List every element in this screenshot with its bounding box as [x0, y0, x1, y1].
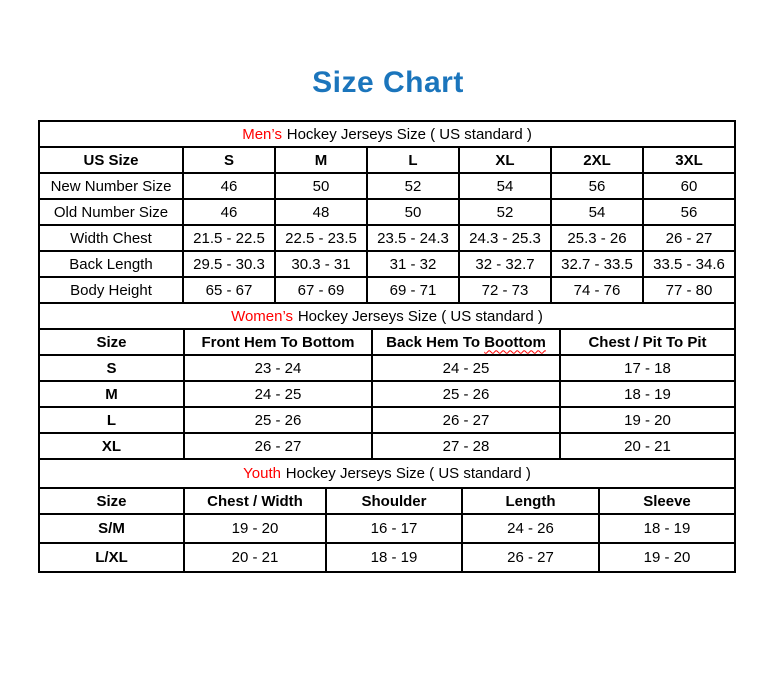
womens-section-title-row — [39, 303, 735, 329]
column-header-m: M — [275, 147, 367, 173]
column-header-xl: XL — [459, 147, 551, 173]
size-value-cell: 19 - 20 — [184, 514, 326, 543]
row-label: New Number Size — [39, 173, 183, 199]
size-value-cell: 46 — [183, 199, 275, 225]
mens-title-highlight: Men’s — [242, 125, 282, 143]
size-value-cell: 22.5 - 23.5 — [275, 225, 367, 251]
column-header-sleeve: Sleeve — [599, 488, 735, 514]
column-header-back-hem — [372, 329, 560, 355]
youth-title-highlight: Youth — [243, 465, 281, 482]
size-value-cell: 29.5 - 30.3 — [183, 251, 275, 277]
size-value-cell: 69 - 71 — [367, 277, 459, 303]
column-header-s: S — [183, 147, 275, 173]
size-value-cell: 52 — [367, 173, 459, 199]
table-row — [39, 225, 735, 251]
mens-size-table — [38, 120, 736, 304]
size-value-cell: 50 — [275, 173, 367, 199]
size-value-cell: 17 - 18 — [560, 355, 735, 381]
row-label: Body Height — [39, 277, 183, 303]
womens-title-highlight: Women’s — [231, 307, 294, 325]
size-value-cell: 24 - 25 — [372, 355, 560, 381]
size-value-cell: 46 — [183, 173, 275, 199]
column-header-3xl: 3XL — [643, 147, 735, 173]
table-row — [39, 199, 735, 225]
size-value-cell: 27 - 28 — [372, 433, 560, 459]
size-value-cell: 48 — [275, 199, 367, 225]
row-label: Width Chest — [39, 225, 183, 251]
womens-header-row — [39, 329, 735, 355]
womens-size-table — [38, 302, 736, 460]
size-value-cell: 52 — [459, 199, 551, 225]
mens-header-row — [39, 147, 735, 173]
column-header-2xl: 2XL — [551, 147, 643, 173]
misspelled-word: Boottom — [484, 333, 546, 351]
table-row — [39, 277, 735, 303]
row-label: XL — [39, 433, 184, 459]
row-label: M — [39, 381, 184, 407]
size-value-cell: 54 — [459, 173, 551, 199]
column-header-size: Size — [39, 488, 184, 514]
table-row — [39, 381, 735, 407]
mens-section-title — [39, 121, 735, 147]
table-row — [39, 543, 735, 572]
size-value-cell: 26 - 27 — [184, 433, 372, 459]
row-label: S — [39, 355, 184, 381]
size-value-cell: 19 - 20 — [560, 407, 735, 433]
youth-size-table — [38, 458, 736, 573]
row-label: L — [39, 407, 184, 433]
size-value-cell: 20 - 21 — [184, 543, 326, 572]
table-row — [39, 407, 735, 433]
size-value-cell: 50 — [367, 199, 459, 225]
womens-title-rest: Hockey Jerseys Size ( US standard ) — [297, 307, 543, 325]
size-value-cell: 21.5 - 22.5 — [183, 225, 275, 251]
size-value-cell: 24.3 - 25.3 — [459, 225, 551, 251]
youth-header-row — [39, 488, 735, 514]
size-value-cell: 23 - 24 — [184, 355, 372, 381]
youth-section-title-row — [39, 459, 735, 488]
size-value-cell: 65 - 67 — [183, 277, 275, 303]
column-header-size: Size — [39, 329, 184, 355]
row-label: Back Length — [39, 251, 183, 277]
size-value-cell: 67 - 69 — [275, 277, 367, 303]
size-value-cell: 23.5 - 24.3 — [367, 225, 459, 251]
column-header-chest-width: Chest / Width — [184, 488, 326, 514]
size-value-cell: 18 - 19 — [560, 381, 735, 407]
size-value-cell: 20 - 21 — [560, 433, 735, 459]
table-row — [39, 514, 735, 543]
column-header-l: L — [367, 147, 459, 173]
column-header-shoulder: Shoulder — [326, 488, 462, 514]
table-row — [39, 355, 735, 381]
size-value-cell: 30.3 - 31 — [275, 251, 367, 277]
size-value-cell: 24 - 25 — [184, 381, 372, 407]
size-value-cell: 18 - 19 — [599, 514, 735, 543]
back-hem-label: Back Hem To — [386, 333, 481, 351]
size-value-cell: 26 - 27 — [462, 543, 599, 572]
size-value-cell: 60 — [643, 173, 735, 199]
size-value-cell: 25 - 26 — [184, 407, 372, 433]
womens-section-title — [39, 303, 735, 329]
size-value-cell: 26 - 27 — [643, 225, 735, 251]
row-label: L/XL — [39, 543, 184, 572]
mens-title-rest: Hockey Jerseys Size ( US standard ) — [286, 125, 532, 143]
mens-section-title-row — [39, 121, 735, 147]
column-header-front-hem: Front Hem To Bottom — [184, 329, 372, 355]
size-value-cell: 24 - 26 — [462, 514, 599, 543]
size-value-cell: 32 - 32.7 — [459, 251, 551, 277]
size-value-cell: 16 - 17 — [326, 514, 462, 543]
table-row — [39, 251, 735, 277]
youth-title-rest: Hockey Jerseys Size ( US standard ) — [285, 465, 531, 482]
table-row — [39, 433, 735, 459]
column-header-us-size: US Size — [39, 147, 183, 173]
size-value-cell: 54 — [551, 199, 643, 225]
size-value-cell: 33.5 - 34.6 — [643, 251, 735, 277]
row-label: Old Number Size — [39, 199, 183, 225]
size-value-cell: 56 — [551, 173, 643, 199]
size-value-cell: 31 - 32 — [367, 251, 459, 277]
size-value-cell: 72 - 73 — [459, 277, 551, 303]
row-label: S/M — [39, 514, 184, 543]
size-value-cell: 77 - 80 — [643, 277, 735, 303]
size-value-cell: 74 - 76 — [551, 277, 643, 303]
size-value-cell: 25.3 - 26 — [551, 225, 643, 251]
size-chart-tables — [38, 120, 734, 573]
size-value-cell: 25 - 26 — [372, 381, 560, 407]
size-value-cell: 18 - 19 — [326, 543, 462, 572]
page-title: Size Chart — [312, 66, 464, 99]
youth-section-title — [39, 459, 735, 488]
table-row — [39, 173, 735, 199]
size-value-cell: 19 - 20 — [599, 543, 735, 572]
size-value-cell: 56 — [643, 199, 735, 225]
size-value-cell: 26 - 27 — [372, 407, 560, 433]
column-header-length: Length — [462, 488, 599, 514]
column-header-chest: Chest / Pit To Pit — [560, 329, 735, 355]
size-value-cell: 32.7 - 33.5 — [551, 251, 643, 277]
